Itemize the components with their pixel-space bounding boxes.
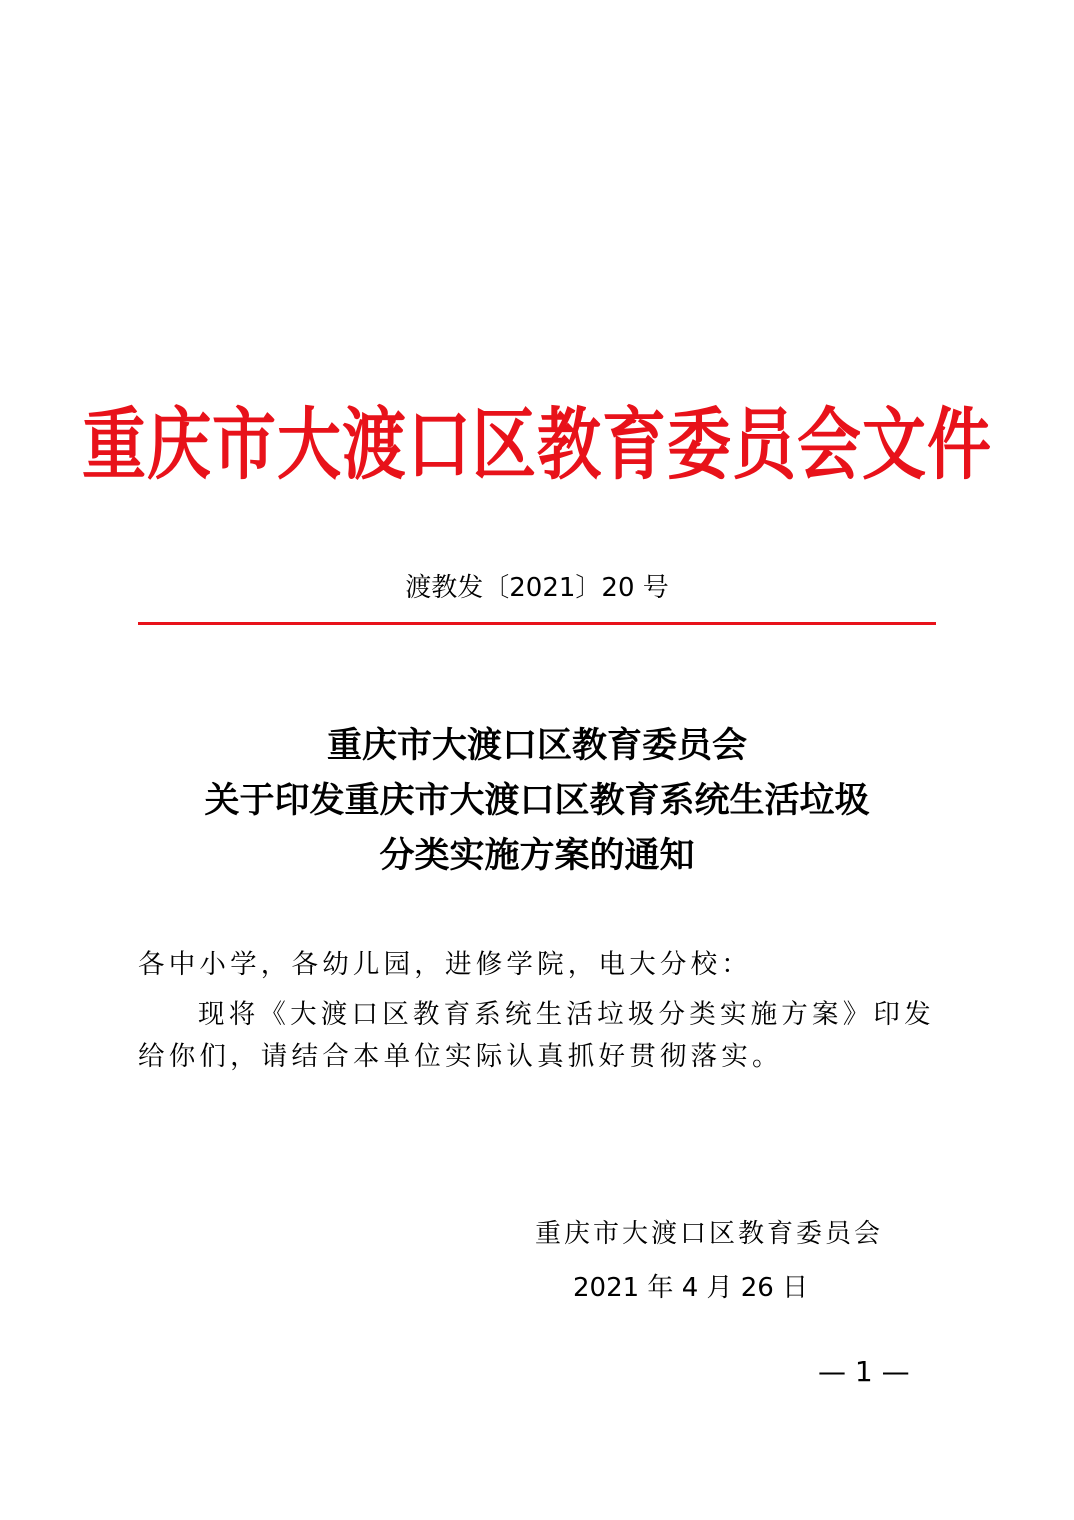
- notice-body: [138, 944, 938, 1078]
- title-line-2: 关于印发重庆市大渡口区教育系统生活垃圾: [204, 780, 870, 821]
- title-line-1: 重庆市大渡口区教育委员会: [326, 725, 747, 766]
- issuer-signature: 重庆市大渡口区教育委员会: [535, 1219, 884, 1249]
- body-paragraph: 现将《大渡口区教育系统生活垃圾分类实施方案》印发给你们，请结合本单位实际认真抓好贯彻落实。: [138, 999, 935, 1072]
- masthead-title: 重庆市大渡口区教育委员会文件: [82, 400, 992, 492]
- title-line-3: 分类实施方案的通知: [379, 835, 695, 876]
- document-number: 渡教发〔2021〕20 号: [405, 573, 669, 603]
- red-divider-line: [138, 622, 936, 625]
- page-number: — 1 —: [818, 1355, 910, 1388]
- issue-date: 2021 年 4 月 26 日: [573, 1273, 809, 1303]
- salutation: 各中小学，各幼儿园，进修学院，电大分校：: [138, 949, 752, 980]
- notice-title: [0, 718, 1074, 883]
